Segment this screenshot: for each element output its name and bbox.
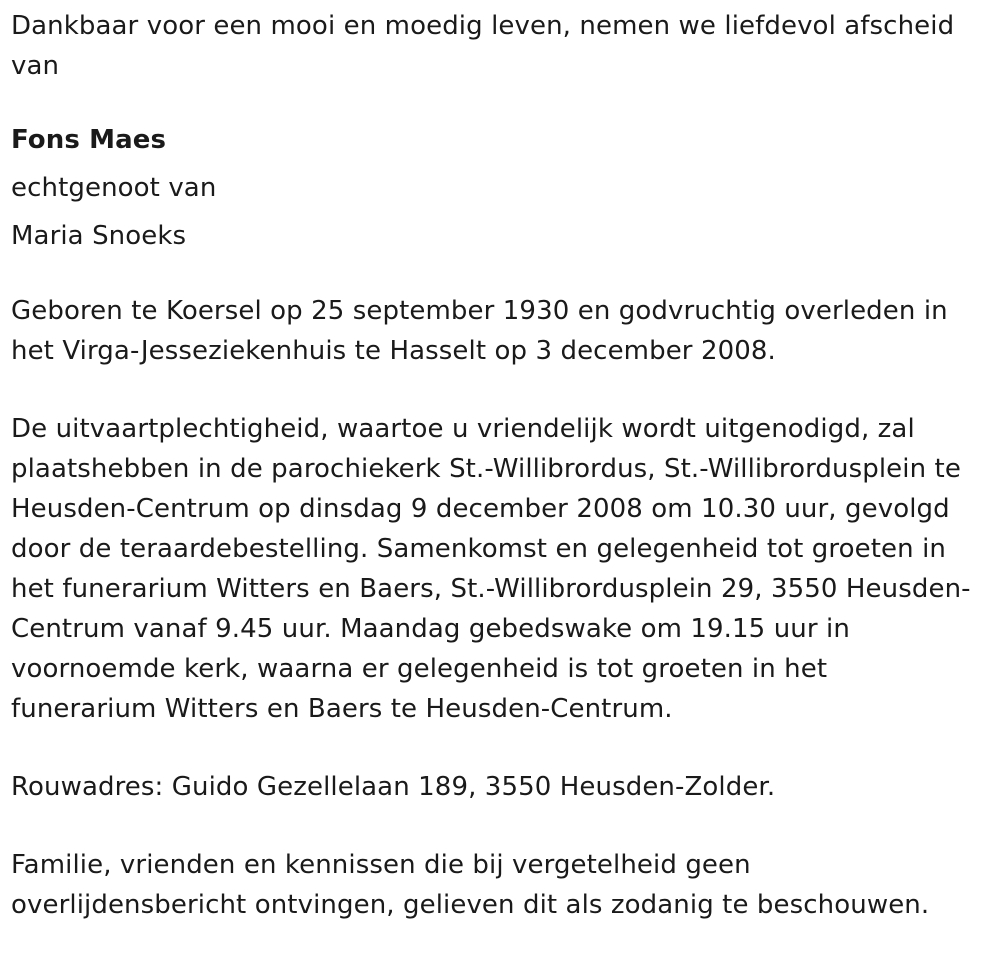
relation-text: echtgenoot van [11,173,217,203]
birth-death-paragraph [11,291,991,371]
closing-line: overlijdensbericht ontvingen, gelieven dit als zodanig te beschouwen. [11,890,930,920]
ceremony-line: De uitvaartplechtigheid, waartoe u vriendelijk wordt uitgenodigd, zal [11,414,915,444]
ceremony-line: Centrum vanaf 9.45 uur. Maandag gebedswake om 19.15 uur in [11,614,850,644]
closing-line: Familie, vrienden en kennissen die bij vergetelheid geen [11,850,751,880]
intro-line: van [11,51,60,81]
ceremony-line: funerarium Witters en Baers te Heusden-Centrum. [11,694,673,724]
ceremony-paragraph [11,409,991,729]
ceremony-line: het funerarium Witters en Baers, St.-Willibrordusplein 29, 3550 Heusden- [11,574,971,604]
birth-death-line: Geboren te Koersel op 25 september 1930 en godvruchtig overleden in [11,296,948,326]
intro-paragraph [11,6,991,86]
birth-death-line: het Virga-Jesseziekenhuis te Hasselt op 3 december 2008. [11,336,776,366]
address-paragraph [11,767,991,807]
deceased-name: Fons Maes [11,125,167,155]
intro-line: Dankbaar voor een mooi en moedig leven, nemen we liefdevol afscheid [11,11,955,41]
mourning-address: Rouwadres: Guido Gezellelaan 189, 3550 Heusden-Zolder. [11,772,776,802]
deceased-block [11,116,991,260]
obituary-document [11,6,991,925]
ceremony-line: Heusden-Centrum op dinsdag 9 december 2008 om 10.30 uur, gevolgd [11,494,950,524]
closing-paragraph [11,845,991,925]
ceremony-line: voornoemde kerk, waarna er gelegenheid is tot groeten in het [11,654,828,684]
ceremony-line: door de teraardebestelling. Samenkomst en gelegenheid tot groeten in [11,534,946,564]
spouse-name: Maria Snoeks [11,221,187,251]
ceremony-line: plaatshebben in de parochiekerk St.-Willibrordus, St.-Willibrordusplein te [11,454,961,484]
